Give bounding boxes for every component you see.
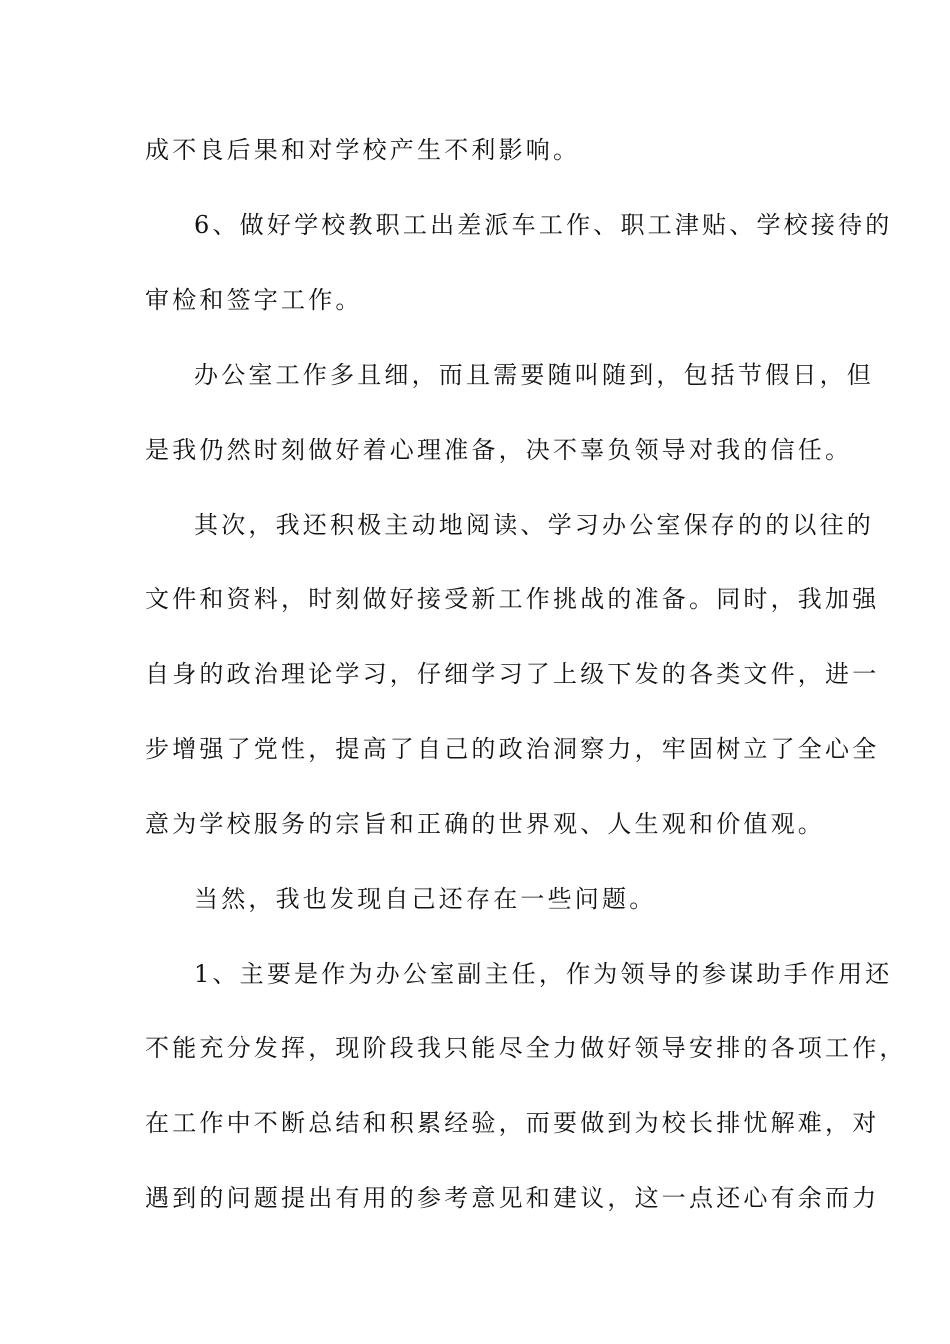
text-line-1: 成不良后果和对学校产生不利影响。 [145, 136, 581, 164]
text-line-4: 办公室工作多且细，而且需要随叫随到，包括节假日，但 [194, 361, 874, 389]
text-line-9: 步增强了党性，提高了自己的政治洞察力，牢固树立了全心全 [145, 735, 880, 763]
text-line-7: 文件和资料，时刻做好接受新工作挑战的准备。同时，我加强 [145, 585, 880, 613]
text-line-11: 当然，我也发现自己还存在一些问题。 [194, 885, 657, 913]
text-line-6: 其次，我还积极主动地阅读、学习办公室保存的的以往的 [194, 511, 874, 539]
text-line-13: 不能充分发挥，现阶段我只能尽全力做好领导安排的各项工作， [145, 1034, 907, 1062]
text-line-14: 在工作中不断总结和积累经验，而要做到为校长排忧解难，对 [145, 1109, 880, 1137]
text-line-10: 意为学校服务的宗旨和正确的世界观、人生观和价值观。 [145, 810, 825, 838]
text-line-8: 自身的政治理论学习，仔细学习了上级下发的各类文件，进一 [145, 660, 880, 688]
text-line-3: 审检和签字工作。 [145, 286, 363, 314]
text-line-2: 6、做好学校教职工出差派车工作、职工津贴、学校接待的 [194, 211, 893, 239]
text-line-5: 是我仍然时刻做好着心理准备，决不辜负领导对我的信任。 [145, 436, 853, 464]
text-line-15: 遇到的问题提出有用的参考意见和建议，这一点还心有余而力 [145, 1184, 880, 1212]
text-line-12: 1、主要是作为办公室副主任，作为领导的参谋助手作用还 [194, 960, 893, 988]
